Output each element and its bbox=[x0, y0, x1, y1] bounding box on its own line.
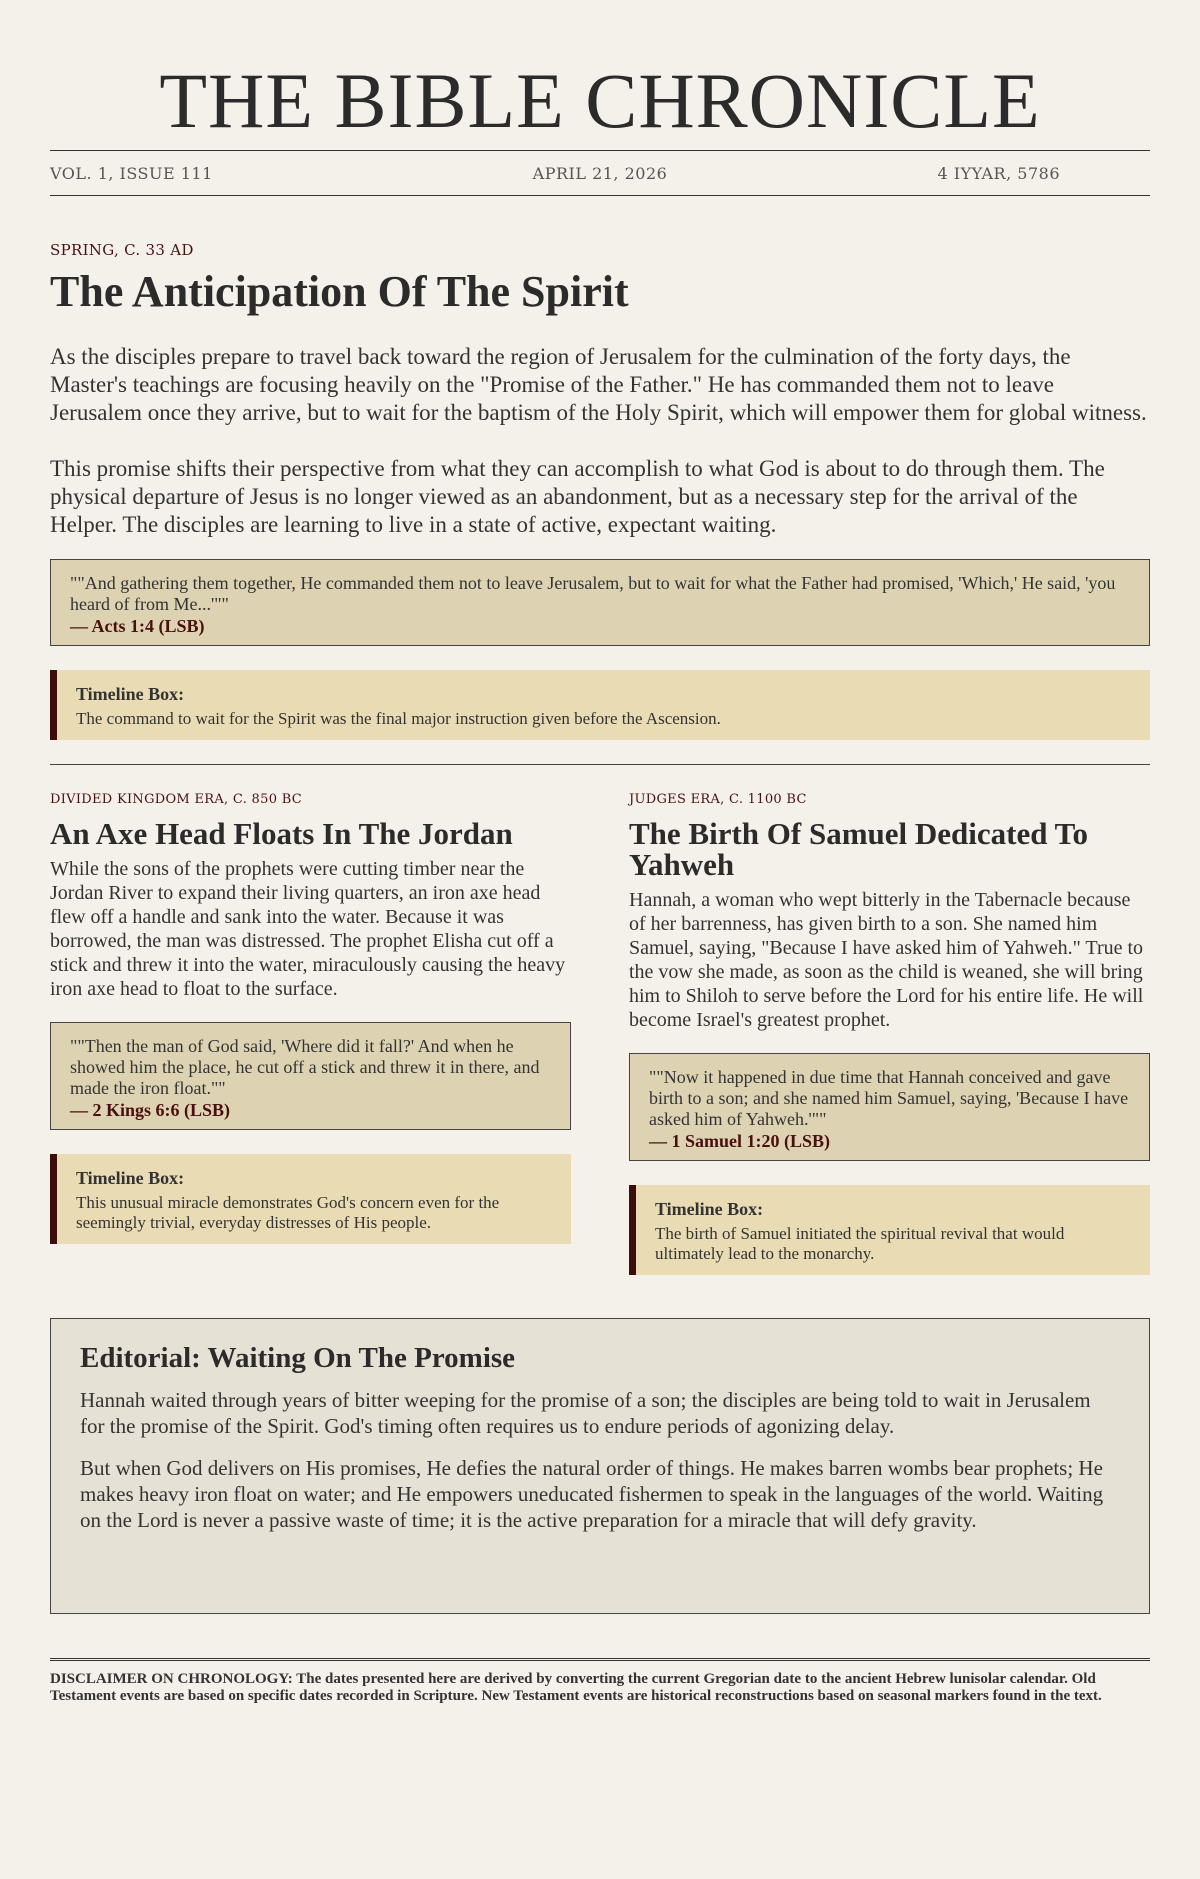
timeline-text: The command to wait for the Spirit was the final major instruction given before the Ascension. bbox=[76, 709, 721, 728]
lead-paragraph: This promise shifts their perspective from what they can accomplish to what God is about to do through them. The physical departure of Jesus is no longer viewed as an abandonment, but as a necessary step for the arrival of the Helper. The disciples are learning to live in a state of active, expectant waiting. bbox=[50, 456, 1105, 537]
scripture-quote-text: ""And gathering them together, He commanded them not to leave Jerusalem, but to wait for what the Father had promised, 'Which,' He said, 'you heard of from Me...'"" bbox=[70, 573, 1116, 614]
article-axe-head bbox=[50, 792, 571, 1275]
article-era: DIVIDED KINGDOM ERA, C. 850 BC bbox=[50, 792, 303, 807]
editorial-paragraph: Hannah waited through years of bitter weeping for the promise of a son; the disciples are being told to wait in Jerusalem for the promise of the Spirit. God's timing often requires us to endure periods of agonizing delay. bbox=[80, 1388, 1091, 1438]
article-birth-of-samuel bbox=[629, 792, 1150, 1275]
timeline-box bbox=[50, 670, 1150, 740]
lead-article-body bbox=[50, 343, 1150, 539]
article-headline: The Birth Of Samuel Dedicated To Yahweh bbox=[629, 816, 1089, 882]
scripture-quote-text: ""Now it happened in due time that Hannah conceived and gave birth to a son; and she named him Samuel, saying, 'Because I have asked him of Yahweh.'"" bbox=[649, 1067, 1129, 1129]
scripture-quote-box bbox=[50, 1022, 571, 1130]
lead-paragraph: As the disciples prepare to travel back toward the region of Jerusalem for the culmination of the forty days, the Master's teachings are focusing heavily on the "Promise of the Father." He has commanded them not to leave Jerusalem once they arrive, but to wait for the baptism of the Holy Spirit, which will empower them for global witness. bbox=[50, 344, 1147, 425]
hebrew-date: 4 IYYAR, 5786 bbox=[937, 163, 1060, 183]
scripture-quote-text: ""Then the man of God said, 'Where did it fall?' And when he showed him the place, he cut off a stick and threw it in there, and made the iron float."" bbox=[70, 1036, 540, 1098]
timeline-text: The birth of Samuel initiated the spiritual revival that would ultimately lead to the monarchy. bbox=[655, 1224, 1065, 1263]
scripture-reference: — 2 Kings 6:6 (LSB) bbox=[70, 1100, 231, 1120]
article-headline: An Axe Head Floats In The Jordan bbox=[50, 816, 513, 851]
timeline-label: Timeline Box: bbox=[76, 684, 185, 704]
issue-date: APRIL 21, 2026 bbox=[532, 163, 668, 183]
lead-article-era: SPRING, C. 33 AD bbox=[50, 241, 194, 259]
editorial-title: Editorial: Waiting On The Promise bbox=[80, 1342, 516, 1374]
timeline-label: Timeline Box: bbox=[76, 1168, 185, 1188]
section-divider bbox=[50, 764, 1150, 765]
masthead-meta-bar bbox=[50, 150, 1150, 196]
scripture-quote-box bbox=[50, 559, 1150, 646]
editorial-paragraph: But when God delivers on His promises, He defies the natural order of things. He makes barren wombs bear prophets; He makes heavy iron float on water; and He empowers uneducated fishermen to speak in the languages of the world. Waiting on the Lord is never a passive waste of time; it is the active preparation for a miracle that will defy gravity. bbox=[80, 1456, 1104, 1532]
issue-volume: VOL. 1, ISSUE 111 bbox=[50, 163, 213, 183]
article-body: While the sons of the prophets were cutting timber near the Jordan River to expand their living quarters, an iron axe head flew off a handle and sank into the water. Because it was borrowed, the man was distressed. The prophet Elisha cut off a stick and threw it into the water, miraculously causing the heavy iron axe head to float to the surface. bbox=[50, 858, 566, 1000]
timeline-box bbox=[629, 1185, 1150, 1275]
article-body: Hannah, a woman who wept bitterly in the Tabernacle because of her barrenness, has given birth to a son. She named him Samuel, saying, "Because I have asked him of Yahweh." True to the vow she made, as soon as the child is weaned, she will bring him to Shiloh to serve before the Lord for his entire life. He will become Israel's greatest prophet. bbox=[629, 889, 1144, 1031]
timeline-label: Timeline Box: bbox=[655, 1199, 764, 1219]
timeline-text: This unusual miracle demonstrates God's concern even for the seemingly trivial, everyday distresses of His people. bbox=[76, 1193, 500, 1232]
masthead-title: THE BIBLE CHRONICLE bbox=[159, 57, 1041, 144]
lead-article-headline: The Anticipation Of The Spirit bbox=[50, 267, 629, 316]
editorial-box bbox=[50, 1318, 1150, 1614]
article-era: JUDGES ERA, C. 1100 BC bbox=[629, 792, 807, 807]
scripture-reference: — Acts 1:4 (LSB) bbox=[70, 616, 205, 636]
lead-article bbox=[50, 241, 1150, 740]
timeline-box bbox=[50, 1154, 571, 1244]
secondary-articles bbox=[50, 792, 1150, 1275]
scripture-quote-box bbox=[629, 1053, 1150, 1161]
chronology-disclaimer: DISCLAIMER ON CHRONOLOGY: The dates presented here are derived by converting the current Gregorian date to the ancient Hebrew lunisolar calendar. Old Testament events are based on specific dates recorded in Scripture. New Testament events are historical reconstructions based on seasonal markers found in the text. bbox=[50, 1658, 1150, 1705]
scripture-reference: — 1 Samuel 1:20 (LSB) bbox=[649, 1131, 831, 1151]
